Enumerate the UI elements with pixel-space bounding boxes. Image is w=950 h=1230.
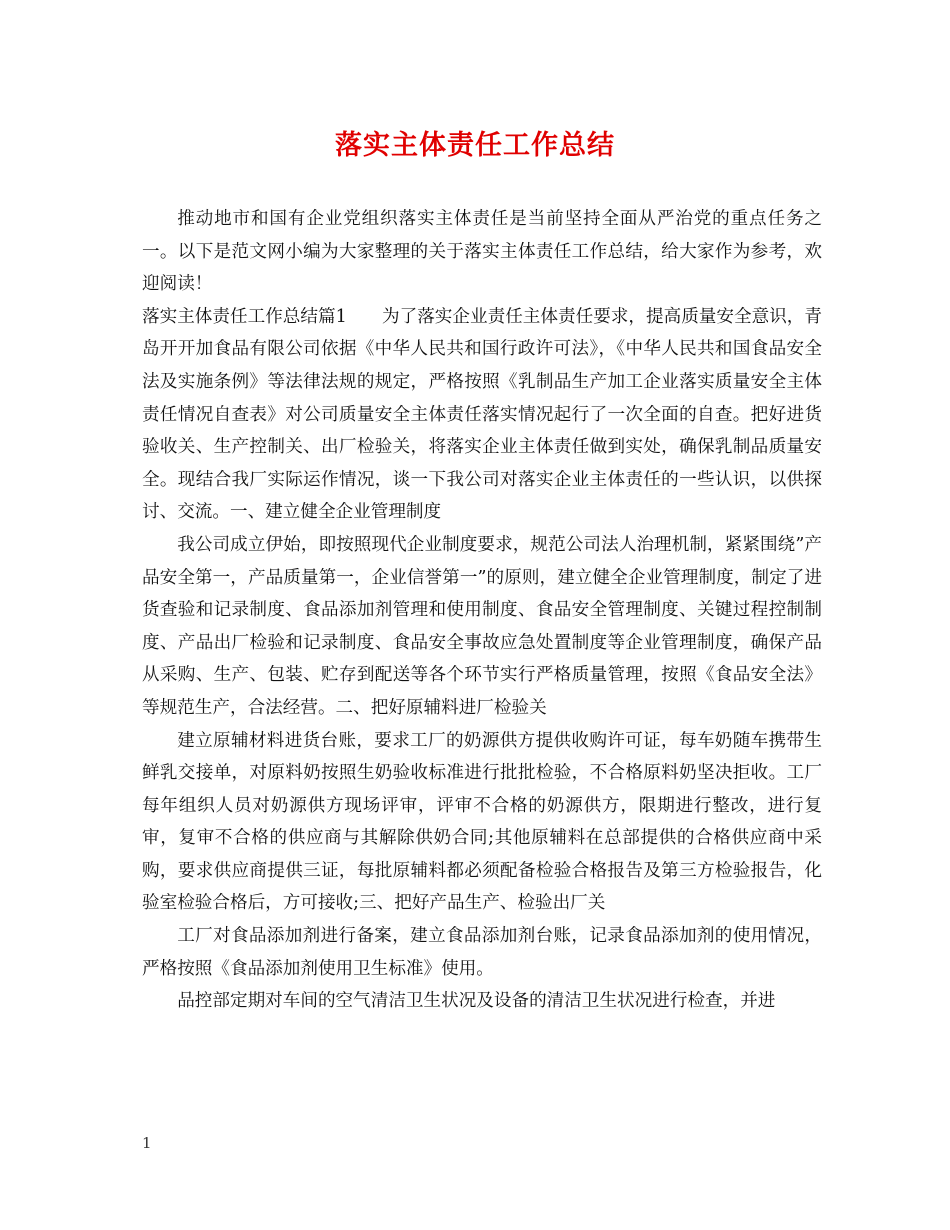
paragraph-quality-control: 品控部定期对车间的空气清洁卫生状况及设备的清洁卫生状况进行检查，并进 <box>177 991 776 1012</box>
paragraph-article-1: 落实主体责任工作总结篇1 为了落实企业责任主体责任要求，提高质量安全意识，青岛开开加食品有限公司依据《中华人民共和国行政许可法》，《中华人民共和国食品安全法及实施条例》等法律法规的规定，严格按照《乳制品生产加工企业落实质量安全主体责任情况自查表》对公司质量安全主体责任落实情况起行了一次全面的自查。把好进货验收关、生产控制关、出厂检验关，将落实企业主体责任做到实处，确保乳制品质量安全。现结合我厂实际运作情况，谈一下我公司对落实企业主体责任的一些认识，以供探讨、交流。一、建立健全企业管理制度 <box>142 306 822 523</box>
paragraph-management-system: 我公司成立伊始，即按照现代企业制度要求，规范公司法人治理机制，紧紧围绕”产品安全第一，产品质量第一，企业信誉第一”的原则，建立健全企业管理制度，制定了进货查验和记录制度、食品添加剂管理和使用制度、食品安全管理制度、关键过程控制制度、产品出厂检验和记录制度、食品安全事故应急处置制度等企业管理制度，确保产品从采购、生产、包装、贮存到配送等各个环节实行严格质量管理，按照《食品安全法》等规范生产，合法经营。二、把好原辅料进厂检验关 <box>142 534 822 718</box>
paragraph-food-additives: 工厂对食品添加剂进行备案，建立食品添加剂台账，记录食品添加剂的使用情况，严格按照《食品添加剂使用卫生标准》使用。 <box>142 926 822 979</box>
document-title: 落实主体责任工作总结 <box>335 130 615 161</box>
paragraph-intro: 推动地市和国有企业党组织落实主体责任是当前坚持全面从严治党的重点任务之一。以下是范文网小编为大家整理的关于落实主体责任工作总结，给大家作为参考，欢迎阅读！ <box>142 209 822 295</box>
paragraph-raw-materials: 建立原辅材料进货台账，要求工厂的奶源供方提供收购许可证，每车奶随车携带生鲜乳交接单，对原料奶按照生奶验收标准进行批批检验，不合格原料奶坚决拒收。工厂每年组织人员对奶源供方现场评审，评审不合格的奶源供方，限期进行整改，进行复审，复审不合格的供应商与其解除供奶合同;其他原辅料在总部提供的合格供应商中采购，要求供应商提供三证，每批原辅料都必须配备检验合格报告及第三方检验报告，化验室检验合格后，方可接收;三、把好产品生产、检验出厂关 <box>142 730 822 914</box>
page-number: 1 <box>142 1134 152 1152</box>
document-body <box>142 203 822 1018</box>
